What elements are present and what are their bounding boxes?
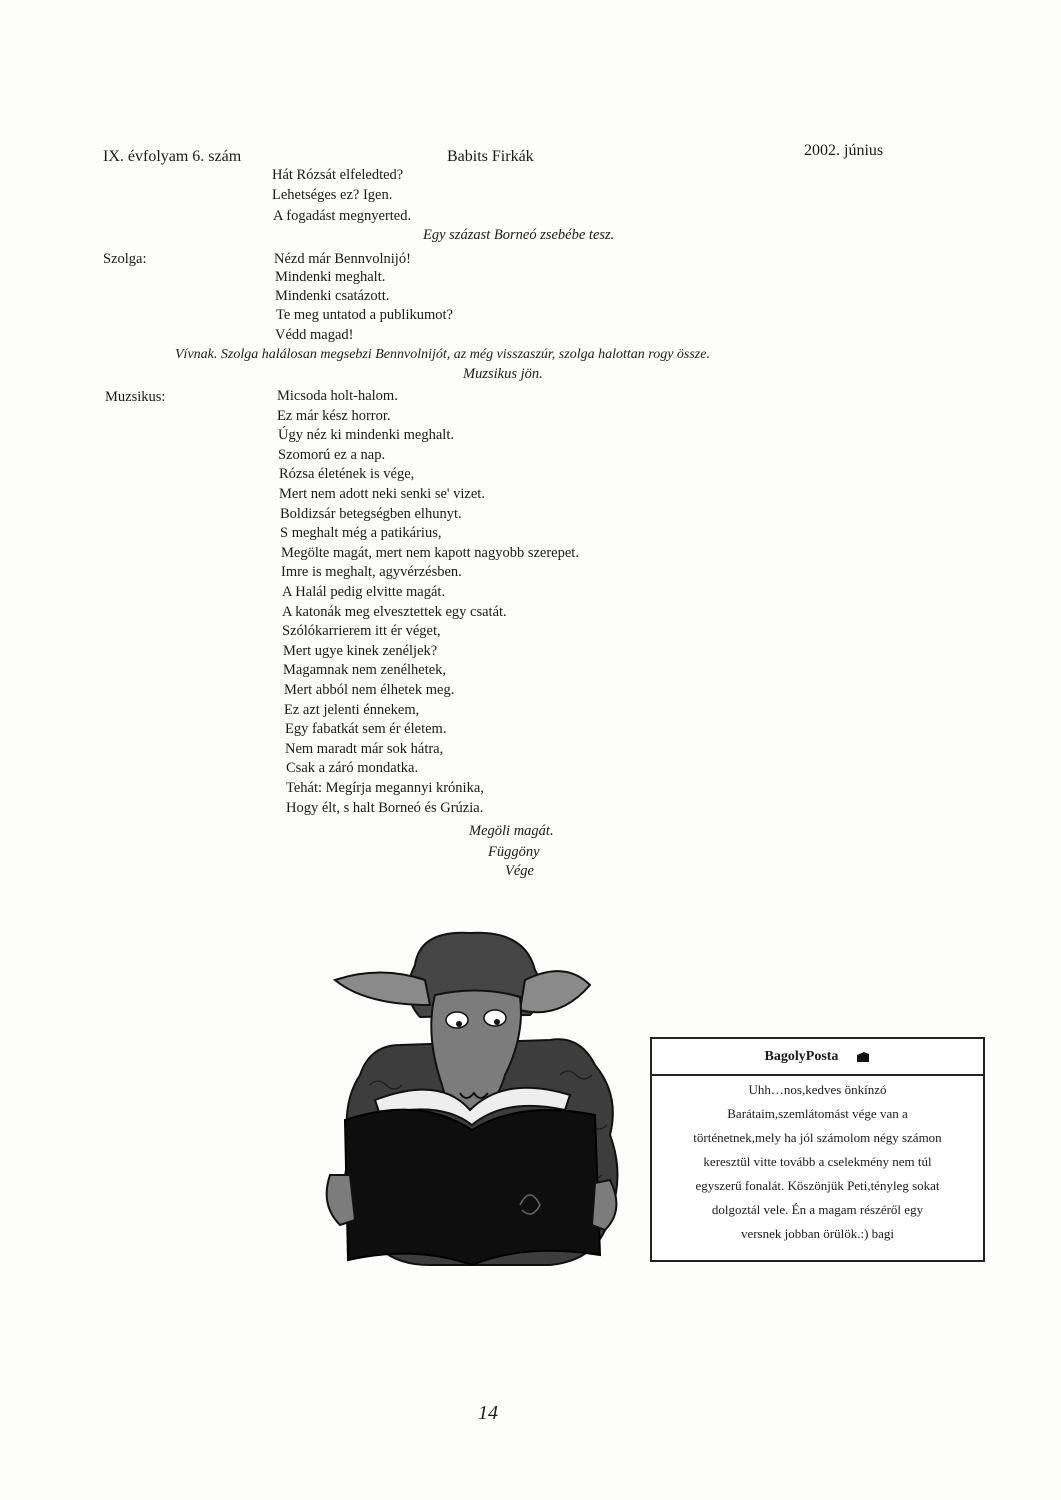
verse-line: Megölte magát, mert nem kapott nagyobb szerepet. [281, 545, 579, 561]
stage-direction: Muzsikus jön. [463, 366, 543, 382]
verse-line: Te meg untatod a publikumot? [276, 307, 453, 323]
verse-line: Egy fabatkát sem ér életem. [285, 721, 447, 737]
bagolyposta-title: BagolyPosta [764, 1048, 839, 1064]
verse-line: Lehetséges ez? Igen. [272, 187, 393, 203]
stage-direction: Megöli magát. [469, 823, 554, 839]
verse-line: Ez azt jelenti énnekem, [284, 702, 420, 718]
verse-line: Mert nem adott neki senki se' vizet. [279, 486, 485, 502]
page-number: 14 [478, 1402, 498, 1424]
verse-line: Boldizsár betegségben elhunyt. [280, 506, 462, 522]
verse-line: Micsoda holt-halom. [277, 388, 398, 404]
verse-line: S meghalt még a patikárius, [280, 525, 442, 541]
verse-line: Mindenki meghalt. [275, 269, 386, 285]
verse-line: A katonák meg elvesztettek egy csatát. [282, 604, 507, 620]
issue-date: 2002. június [804, 142, 884, 159]
publication-title: Babits Firkák [447, 148, 534, 165]
verse-line: Szólókarrierem itt ér véget, [282, 623, 441, 639]
bagolyposta-line: dolgoztál vele. Én a magam részéről egy [711, 1202, 924, 1217]
verse-line: Hogy élt, s halt Borneó és Grúzia. [286, 800, 484, 816]
verse-line: Védd magad! [275, 327, 354, 343]
verse-line: Szomorú ez a nap. [278, 447, 386, 463]
verse-line: A fogadást megnyerted. [273, 208, 412, 224]
bagolyposta-text [652, 1076, 983, 1246]
verse-line: Ez már kész horror. [277, 408, 391, 424]
verse-line: Úgy néz ki mindenki meghalt. [278, 427, 454, 443]
bagolyposta-line: keresztül vitte tovább a cselekmény nem túl [703, 1154, 932, 1169]
verse-line: Mert ugye kinek zenéljek? [283, 643, 438, 659]
verse-line: A Halál pedig elvitte magát. [282, 584, 446, 600]
verse-line: Mert abból nem élhetek meg. [284, 682, 455, 698]
end-label: Vége [505, 863, 534, 879]
speaker-muzsikus: Muzsikus: [105, 389, 166, 405]
issue-label: IX. évfolyam 6. szám [103, 148, 242, 165]
verse-line: Tehát: Megírja megannyi krónika, [286, 780, 484, 796]
verse-line: Nézd már Bennvolnijó! [274, 251, 411, 267]
bagolyposta-line: Uhh…nos,kedves önkínzó [748, 1082, 887, 1097]
bagolyposta-header [652, 1039, 983, 1076]
bagolyposta-line: versnek jobban örülök.:) bagi [740, 1226, 895, 1241]
stage-direction: Egy százast Borneó zsebébe tesz. [423, 227, 615, 243]
verse-line: Nem maradt már sok hátra, [285, 741, 444, 757]
bagolyposta-line: Barátaim,szemlátomást vége van a [727, 1106, 908, 1121]
speaker-szolga: Szolga: [103, 251, 147, 267]
verse-line: Imre is meghalt, agyvérzésben. [281, 564, 462, 580]
bagolyposta-line: egyszerű fonalát. Köszönjük Peti,tényleg sokat [695, 1178, 940, 1193]
reading-sheep-illustration [320, 925, 625, 1270]
verse-line: Csak a záró mondatka. [286, 760, 419, 776]
verse-line: Rózsa életének is vége, [279, 466, 415, 482]
bagolyposta-box [650, 1037, 985, 1262]
verse-line: Hát Rózsát elfeledted? [272, 167, 404, 183]
stage-direction: Vívnak. Szolga halálosan megsebzi Bennvolnijót, az még visszaszúr, szolga halottan rogy össze. [175, 347, 710, 362]
bagolyposta-line: történetnek,mely ha jól számolom négy számon [693, 1130, 942, 1145]
curtain-label: Függöny [488, 844, 540, 860]
verse-line: Magamnak nem zenélhetek, [283, 662, 447, 678]
mailbox-icon [856, 1051, 870, 1062]
verse-line: Mindenki csatázott. [275, 288, 390, 304]
